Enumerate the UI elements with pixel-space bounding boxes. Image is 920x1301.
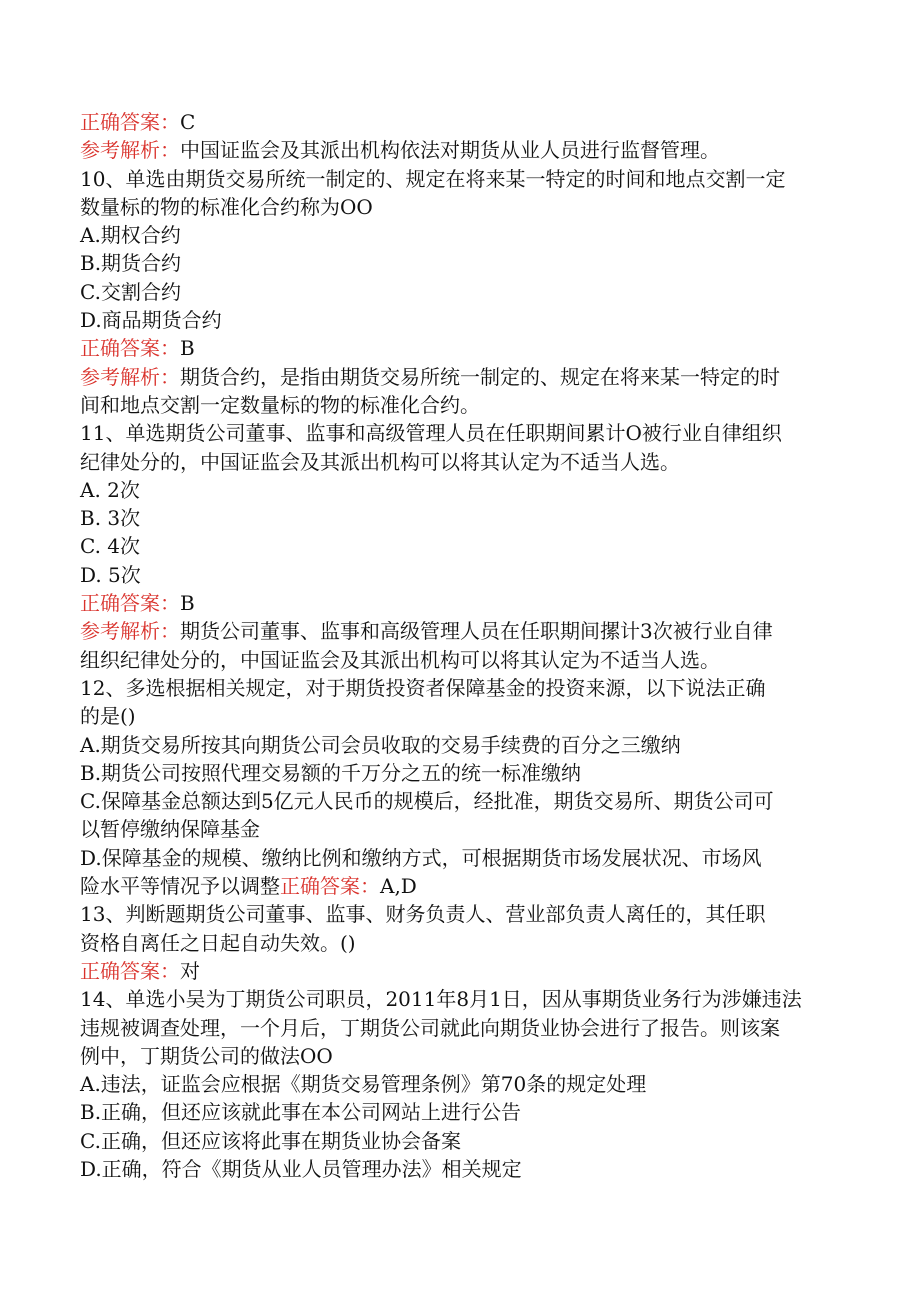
text-line: [80, 1042, 840, 1070]
text-line: [80, 476, 840, 504]
text-segment: 以暂停缴纳保障基金: [80, 817, 260, 842]
text-line: [80, 1098, 840, 1126]
text-segment: 期货公司董事、监事和高级管理人员在任职期间摞计3次被行业自律: [180, 619, 773, 644]
text-line: [80, 589, 840, 617]
text-segment: 11、单选期货公司董事、监事和高级管理人员在任职期间累计O被行业自律组织: [80, 421, 782, 446]
text-segment: D.保障基金的规模、缴纳比例和缴纳方式，可根据期货市场发展状况、市场风: [80, 845, 762, 870]
text-line: [80, 136, 840, 164]
answer-label: 正确答案：: [80, 958, 180, 983]
text-line: [80, 674, 840, 702]
text-segment: C.交割合约: [80, 279, 181, 304]
text-segment: D.商品期货合约: [80, 308, 222, 333]
text-segment: D.正确，符合《期货从业人员管理办法》相关规定: [80, 1156, 522, 1181]
text-segment: B: [180, 591, 195, 616]
text-segment: D. 5次: [80, 562, 141, 587]
text-line: [80, 1127, 840, 1155]
text-segment: B.期货公司按照代理交易额的千万分之五的统一标准缴纳: [80, 760, 582, 785]
text-line: [80, 787, 840, 815]
text-line: [80, 815, 840, 843]
text-line: [80, 306, 840, 334]
text-segment: 例中，丁期货公司的做法OO: [80, 1043, 333, 1068]
text-line: [80, 532, 840, 560]
text-segment: A,D: [380, 874, 417, 899]
document-page: [80, 108, 840, 1183]
text-line: [80, 448, 840, 476]
text-segment: 期货合约，是指由期货交易所统一制定的、规定在将来某一特定的时: [180, 364, 780, 389]
text-segment: 资格自离任之日起自动失效。(): [80, 930, 356, 955]
text-segment: 数量标的物的标准化合约称为OO: [80, 194, 373, 219]
text-line: [80, 646, 840, 674]
answer-label: 参考解析：: [80, 138, 180, 163]
text-segment: 险水平等情况予以调整: [80, 874, 280, 899]
text-segment: 14、单选小吴为丁期货公司职员，2011年8月1日，因从事期货业务行为涉嫌违法: [80, 987, 802, 1012]
text-segment: B.期货合约: [80, 251, 182, 276]
text-line: [80, 731, 840, 759]
text-segment: 纪律处分的，中国证监会及其派出机构可以将其认定为不适当人选。: [80, 449, 680, 474]
answer-label: 正确答案：: [80, 591, 180, 616]
text-line: [80, 504, 840, 532]
text-segment: 间和地点交割一定数量标的物的标准化合约。: [80, 392, 480, 417]
answer-label: 正确答案：: [280, 874, 380, 899]
text-line: [80, 702, 840, 730]
answer-label: 参考解析：: [80, 364, 180, 389]
text-line: [80, 221, 840, 249]
text-line: [80, 108, 840, 136]
answer-label: 正确答案：: [80, 110, 180, 134]
text-line: [80, 844, 840, 872]
text-segment: B: [180, 336, 195, 361]
text-line: [80, 249, 840, 277]
text-line: [80, 165, 840, 193]
text-segment: B.正确，但还应该就此事在本公司网站上进行公告: [80, 1100, 522, 1125]
text-segment: 13、判断题期货公司董事、监事、财务负责人、营业部负责人离任的，其任职: [80, 902, 766, 927]
text-segment: 违规被调查处理，一个月后，丁期货公司就此向期货业协会进行了报告。则该案: [80, 1015, 780, 1040]
text-line: [80, 419, 840, 447]
text-segment: A.期权合约: [80, 223, 181, 248]
answer-label: 正确答案：: [80, 336, 180, 361]
text-line: [80, 900, 840, 928]
text-segment: 组织纪律处分的，中国证监会及其派出机构可以将其认定为不适当人选。: [80, 647, 720, 672]
text-segment: 对: [180, 958, 200, 983]
text-line: [80, 1155, 840, 1183]
text-line: [80, 1014, 840, 1042]
text-line: [80, 929, 840, 957]
text-line: [80, 1070, 840, 1098]
text-line: [80, 363, 840, 391]
text-segment: C.正确，但还应该将此事在期货业协会备案: [80, 1128, 461, 1153]
answer-label: 参考解析：: [80, 619, 180, 644]
text-segment: B. 3次: [80, 506, 141, 531]
text-segment: 中国证监会及其派出机构依法对期货从业人员进行监督管理。: [180, 138, 720, 163]
text-segment: C. 4次: [80, 534, 141, 559]
text-line: [80, 872, 840, 900]
text-line: [80, 391, 840, 419]
text-line: [80, 278, 840, 306]
text-line: [80, 759, 840, 787]
text-segment: 12、多选根据相关规定，对于期货投资者保障基金的投资来源，以下说法正确: [80, 675, 766, 700]
text-line: [80, 985, 840, 1013]
text-segment: A.违法，证监会应根据《期货交易管理条例》第70条的规定处理: [80, 1072, 647, 1097]
text-line: [80, 193, 840, 221]
text-segment: C: [180, 110, 196, 134]
text-segment: A. 2次: [80, 477, 140, 502]
text-line: [80, 561, 840, 589]
text-line: [80, 617, 840, 645]
text-line: [80, 334, 840, 362]
text-line: [80, 957, 840, 985]
text-segment: C.保障基金总额达到5亿元人民币的规模后，经批准，期货交易所、期货公司可: [80, 789, 774, 814]
text-segment: 的是(): [80, 704, 136, 729]
text-segment: A.期货交易所按其向期货公司会员收取的交易手续费的百分之三缴纳: [80, 732, 681, 757]
text-segment: 10、单选由期货交易所统一制定的、规定在将来某一特定的时间和地点交割一定: [80, 166, 786, 191]
